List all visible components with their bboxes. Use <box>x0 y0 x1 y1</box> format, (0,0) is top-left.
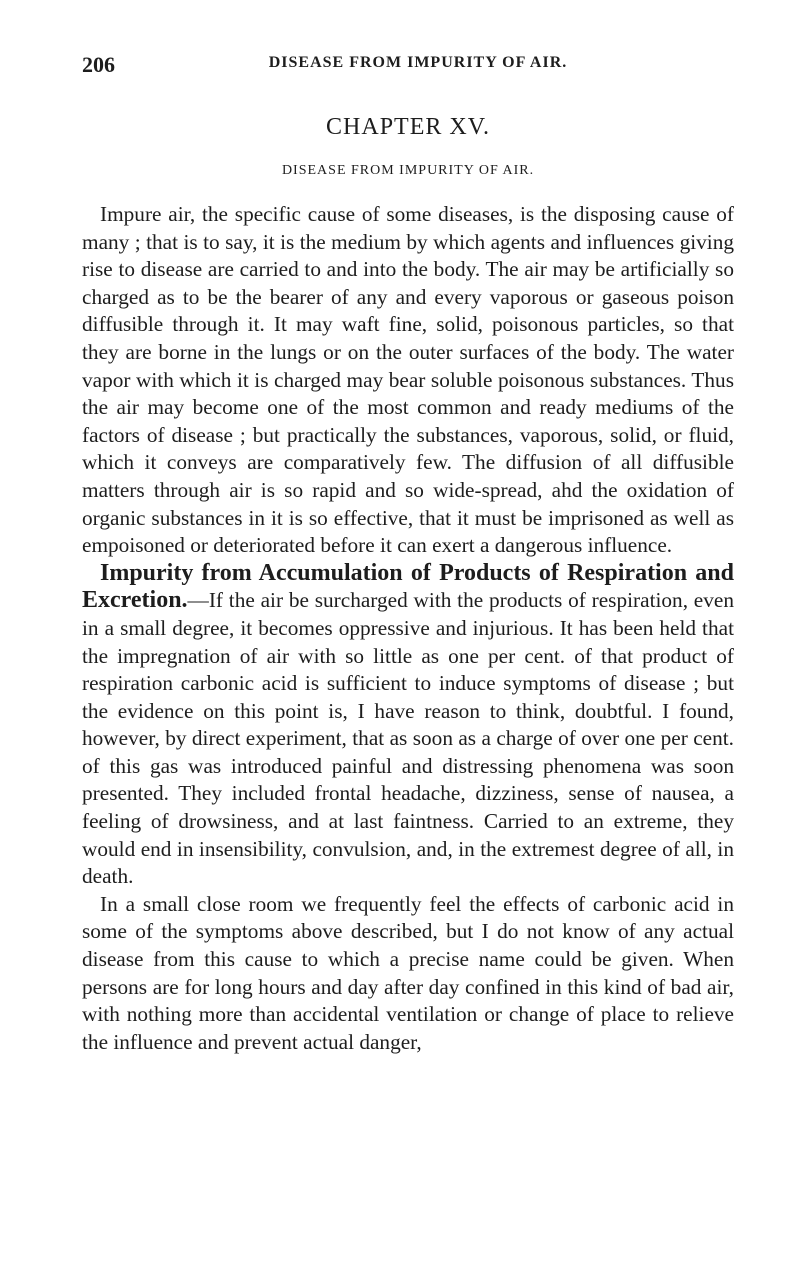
paragraph-1: Impure air, the specific cause of some diseases, is the disposing cause of many ; that is to say, it is the medium by which agents and influences giving rise to disease are carried to and into the body. The air may be artificially so charged as to be the bearer of any and every vaporous or gaseous poison diffusible through it. It may waft fine, solid, poisonous particles, so that they are borne in the lungs or on the outer surfaces of the body. The water vapor with which it is charged may bear soluble poisonous substances. Thus the air may become one of the most common and ready mediums of the factors of disease ; but practically the substances, vaporous, solid, or fluid, which it conveys are comparatively few. The diffusion of all diffusible matters through air is so rapid and so wide-spread, ahd the oxidation of organic substances in it is so effective, that it must be imprisoned as well as empoisoned or deteriorated before it can exert a dangerous influence. <box>82 202 734 558</box>
paragraph-2 <box>82 560 734 891</box>
paragraph-2-text: —If the air be surcharged with the products of respiration, even in a small degree, it becomes oppressive and injurious. It has been held that the impregnation of air with so little as one per cent. of that product of respiration carbonic acid is sufficient to induce symptoms of disease ; but the evidence on this point is, I have reason to think, doubtful. I found, however, by direct experiment, that as soon as a charge of over one per cent. of this gas was introduced painful and distressing phenomena was soon presented. They included frontal headache, dizziness, sense of nausea, a feeling of drowsiness, and at last faintness. Carried to an extreme, they would end in insensibility, convulsion, and, in the extremest degree of all, in death. <box>82 588 734 889</box>
running-header <box>82 52 734 82</box>
chapter-subtitle: DISEASE FROM IMPURITY OF AIR. <box>281 163 535 178</box>
paragraph-3: In a small close room we frequently feel the effects of carbonic acid in some of the symptoms above described, but I do not know of any actual disease from this cause to which a precise name could be given. When persons are for long hours and day after day confined in this kind of bad air, with nothing more than accidental ventilation or change of place to relieve the influence and prevent actual danger, <box>82 891 734 1054</box>
book-page <box>82 52 734 1056</box>
chapter-title: CHAPTER XV. <box>326 114 490 140</box>
running-title: DISEASE FROM IMPURITY OF AIR. <box>268 54 568 71</box>
section-heading: Impurity from Accumulation of Products of Respiration and Excretion. <box>82 559 734 614</box>
page-number: 206 <box>82 52 115 77</box>
body-text <box>82 201 734 1056</box>
